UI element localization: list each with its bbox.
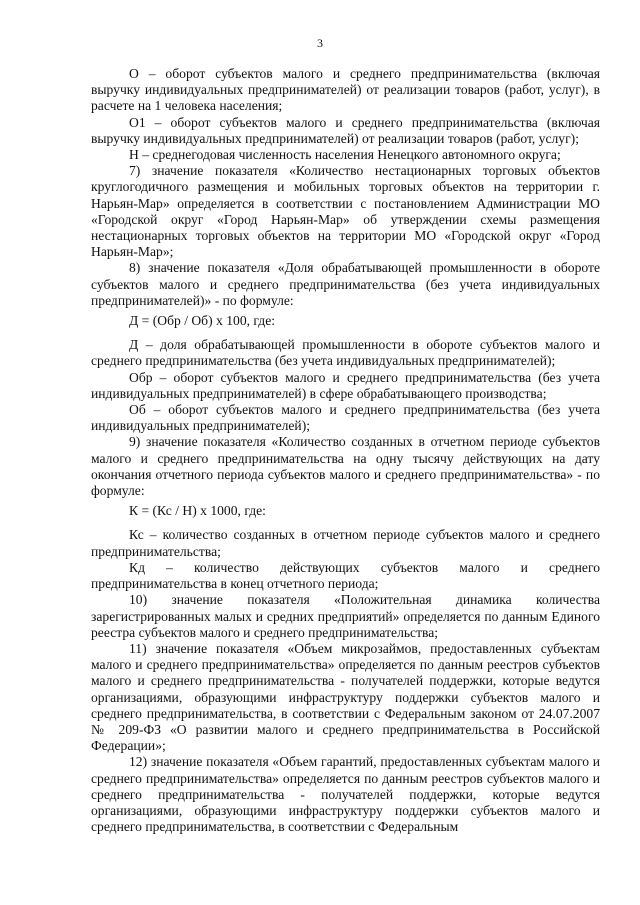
paragraph-d: Д – доля обрабатывающей промышленности в обороте субъектов малого и среднего предпринимательства (без учета индивидуальных предпринимателей); [91, 337, 600, 369]
paragraph-item-12: 12) значение показателя «Объем гарантий, предоставленных субъектам малого и среднего предпринимательства» определяется по данным реестров субъектов малого и среднего предпринимательства - получателей поддержки, которые ведутся организациями, образующими инфраструктуру поддержки субъектов малого и среднего предпринимательства, в соответствии с Федеральным [91, 754, 600, 835]
formula-k: К = (Кс / Н) х 1000, где: [129, 503, 266, 519]
paragraph-obr: Обр – оборот субъектов малого и среднего предпринимательства (без учета индивидуальных предпринимателей) в сфере обрабатывающего производства; [91, 369, 600, 401]
paragraph-o: О – оборот субъектов малого и среднего предпринимательства (включая выручку индивидуальных предпринимателей) от реализации товаров (работ, услуг), в расчете на 1 человека населения; [91, 66, 600, 114]
paragraph-item-8: 8) значение показателя «Доля обрабатывающей промышленности в обороте субъектов малого и среднего предпринимательства (без учета индивидуальных предпринимателей)» - по формуле: [91, 260, 600, 308]
page-number: 3 [317, 36, 323, 50]
paragraph-n: Н – среднегодовая численность населения Ненецкого автономного округа; [129, 147, 561, 163]
paragraph-ob: Об – оборот субъектов малого и среднего предпринимательства (без учета индивидуальных предпринимателей); [91, 402, 600, 434]
paragraph-kd: Кд – количество действующих субъектов малого и среднего предпринимательства в конец отчетного периода; [91, 559, 600, 592]
formula-d: Д = (Обр / Об) х 100, где: [129, 313, 276, 329]
paragraph-item-9: 9) значение показателя «Количество созданных в отчетном периоде субъектов малого и среднего предпринимательства на одну тысячу действующих на дату окончания отчетного периода субъектов малого и среднего предпринимательства» - по формуле: [91, 434, 600, 499]
paragraph-o1: О1 – оборот субъектов малого и среднего предпринимательства (включая выручку индивидуальных предпринимателей) от реализации товаров (работ, услуг); [91, 114, 600, 146]
paragraph-item-11: 11) значение показателя «Объем микрозаймов, предоставленных субъектам малого и среднего предпринимательства» определяется по данным реестров субъектов малого и среднего предпринимательства - получателей поддержки, которые ведутся организациями, образующими инфраструктуру поддержки субъектов малого и среднего предпринимательства, в соответствии с Федеральным законом от 24.07.2007 № 209-ФЗ «О развитии малого и среднего предпринимательства в Российской Федерации»; [91, 640, 600, 754]
document-body [91, 66, 600, 835]
paragraph-item-10: 10) значение показателя «Положительная динамика количества зарегистрированных малых и средних предприятий» определяется по данным Единого реестра субъектов малого и среднего предпринимательства; [91, 592, 600, 640]
paragraph-item-7: 7) значение показателя «Количество нестационарных торговых объектов круглогодичного размещения и мобильных торговых объектов на территории г. Нарьян-Мар» определяется в соответствии с постановлением Администрации МО «Городской округ «Город Нарьян-Мар» об утверждении схемы размещения нестационарных торговых объектов на территории МО «Городской округ «Город Нарьян-Мар»; [91, 163, 600, 260]
paragraph-ks: Кс – количество созданных в отчетном периоде субъектов малого и среднего предпринимательства; [91, 527, 600, 559]
